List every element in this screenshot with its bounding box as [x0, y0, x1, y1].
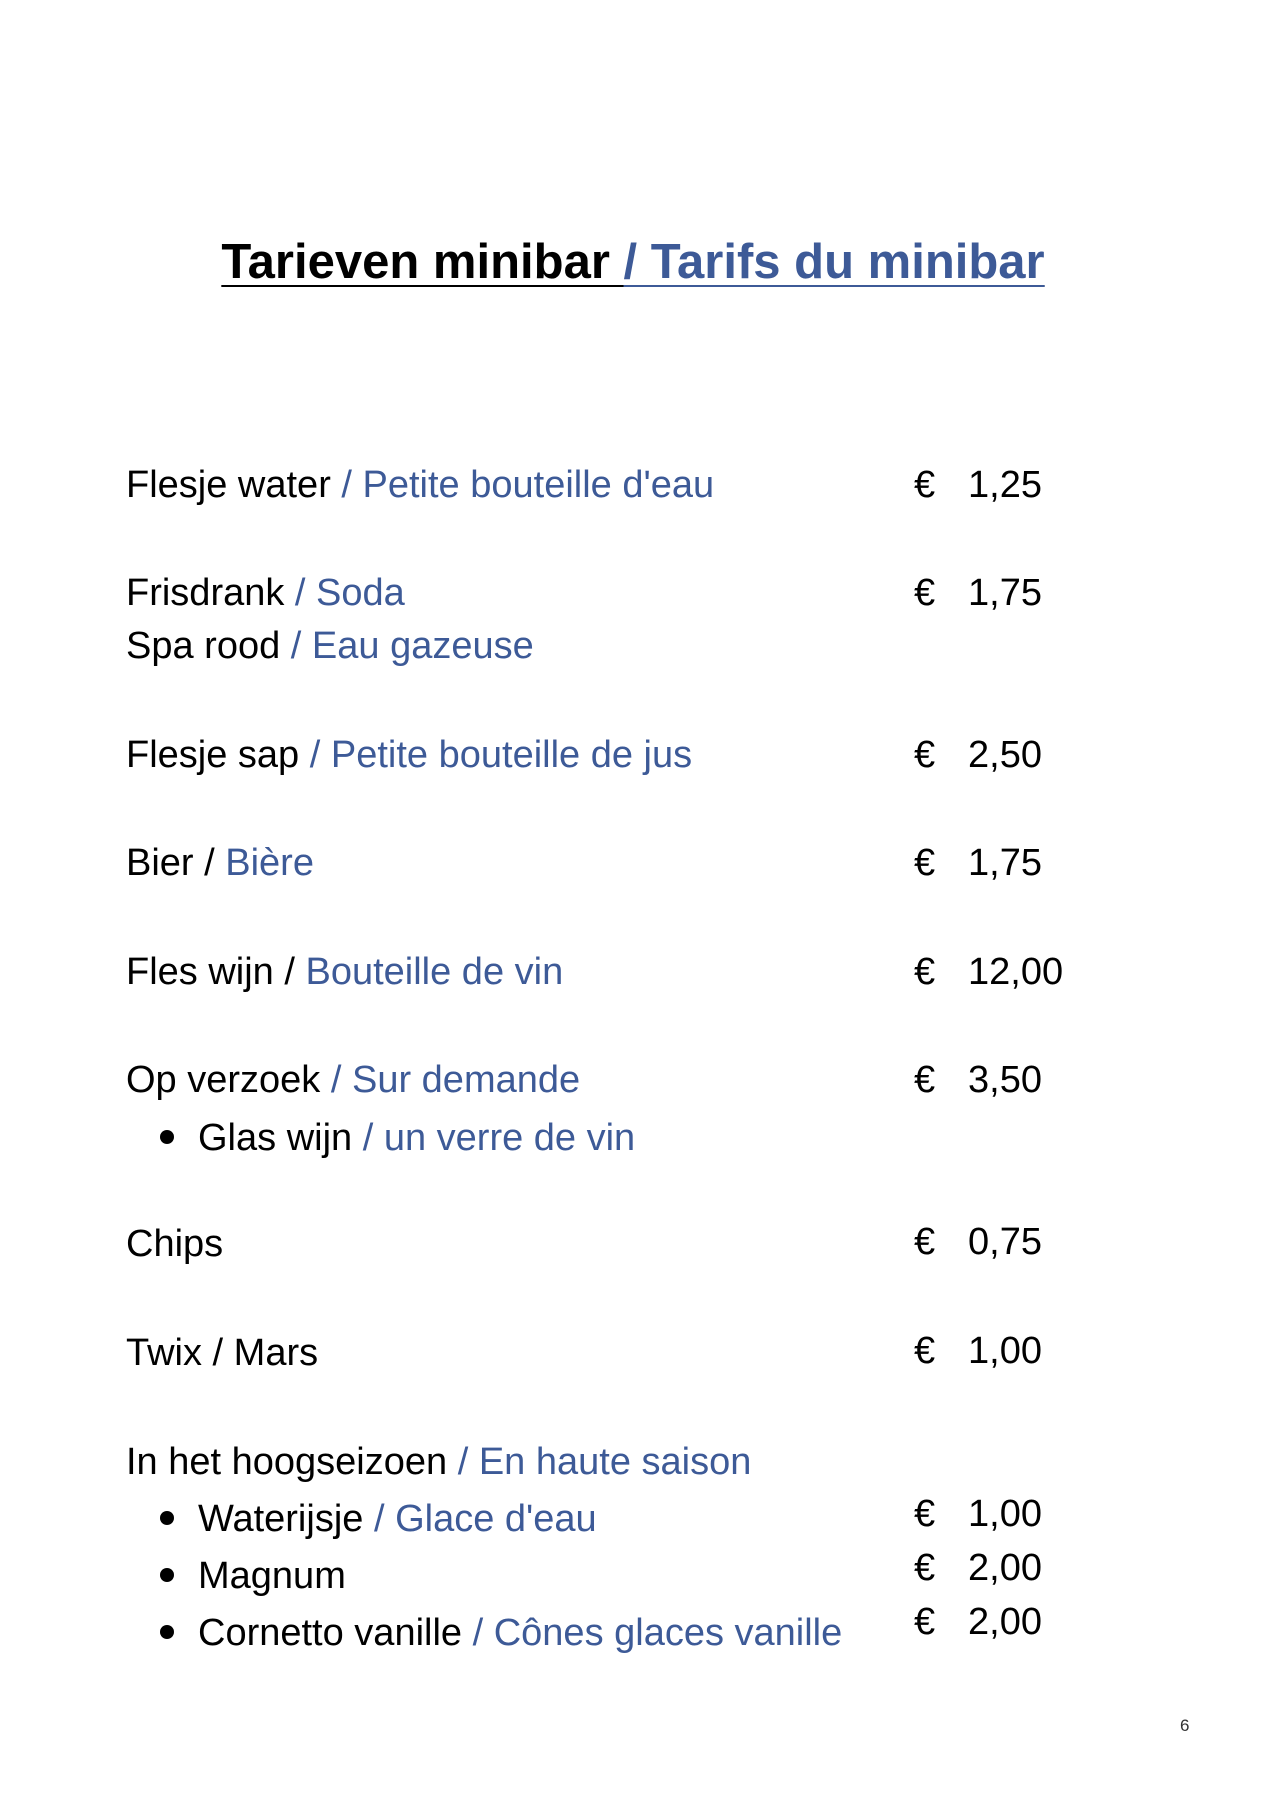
price-bier [914, 839, 1042, 887]
price-value: 0,75 [968, 1221, 1042, 1263]
item-label-nl: Magnum [198, 1555, 346, 1597]
price-value: 1,75 [968, 842, 1042, 884]
item-label-fr: / Petite bouteille d'eau [330, 464, 715, 506]
item-label-nl: In het hoogseizoen [126, 1441, 448, 1483]
item-label-fr: / un verre de vin [352, 1117, 636, 1159]
price-value: 3,50 [968, 1059, 1042, 1101]
price-value: 2,50 [968, 734, 1042, 776]
item-label-nl: Fles wijn / [126, 951, 306, 993]
euro-symbol: € [914, 1221, 936, 1263]
item-waterijsje [160, 1495, 597, 1543]
item-label-nl: Flesje sap [126, 734, 300, 776]
bullet-icon [160, 1511, 174, 1525]
euro-symbol: € [914, 734, 936, 776]
price-value: 1,00 [968, 1330, 1042, 1372]
item-label-nl: Op verzoek [126, 1059, 321, 1101]
price-twix-mars [914, 1327, 1042, 1375]
item-cornetto [160, 1609, 842, 1657]
item-label-nl: Glas wijn [198, 1117, 353, 1159]
euro-symbol: € [914, 1059, 936, 1101]
title-dutch: Tarieven minibar [221, 235, 624, 289]
euro-symbol: € [914, 1330, 936, 1372]
price-value: 2,00 [968, 1547, 1042, 1589]
item-label-nl: Twix / Mars [126, 1332, 319, 1374]
item-label-fr: / Cônes glaces vanille [462, 1612, 843, 1654]
item-label-nl: Spa rood [126, 625, 281, 667]
item-label-fr: / Eau gazeuse [280, 625, 534, 667]
euro-symbol: € [914, 464, 936, 506]
price-cornetto [914, 1598, 1042, 1646]
euro-symbol: € [914, 842, 936, 884]
price-magnum [914, 1544, 1042, 1592]
price-waterijsje [914, 1490, 1042, 1538]
title-french: / Tarifs du minibar [623, 235, 1045, 289]
price-value: 1,75 [968, 572, 1042, 614]
price-value: 12,00 [968, 951, 1064, 993]
bullet-icon [160, 1130, 174, 1144]
item-glas-wijn [160, 1114, 635, 1162]
item-label-nl: Flesje water [126, 464, 331, 506]
item-label-fr: / Sur demande [320, 1059, 581, 1101]
item-label-fr: Bière [225, 842, 314, 884]
price-value: 1,25 [968, 464, 1042, 506]
item-op-verzoek [126, 1056, 580, 1104]
price-chips [914, 1218, 1042, 1266]
item-frisdrank [126, 569, 405, 617]
item-label-nl: Cornetto vanille [198, 1612, 463, 1654]
bullet-icon [160, 1625, 174, 1639]
price-op-verzoek [914, 1056, 1042, 1104]
item-spa-rood [126, 622, 534, 670]
item-hoogseizoen [126, 1438, 751, 1486]
price-frisdrank [914, 569, 1042, 617]
euro-symbol: € [914, 1601, 936, 1643]
euro-symbol: € [914, 951, 936, 993]
bullet-icon [160, 1568, 174, 1582]
item-label-nl: Frisdrank [126, 572, 285, 614]
price-value: 2,00 [968, 1601, 1042, 1643]
item-flesje-water [126, 461, 714, 509]
price-fles-wijn [914, 948, 1063, 996]
price-flesje-water [914, 461, 1042, 509]
price-value: 1,00 [968, 1493, 1042, 1535]
page-title [0, 232, 1266, 292]
euro-symbol: € [914, 572, 936, 614]
item-label-nl: Waterijsje [198, 1498, 364, 1540]
page-number: 6 [1180, 1716, 1190, 1735]
euro-symbol: € [914, 1493, 936, 1535]
item-flesje-sap [126, 731, 692, 779]
item-label-fr: / Petite bouteille de jus [299, 734, 693, 776]
item-twix-mars [126, 1329, 318, 1377]
price-flesje-sap [914, 731, 1042, 779]
item-label-fr: Bouteille de vin [305, 951, 564, 993]
item-label-fr: / En haute saison [447, 1441, 752, 1483]
item-label-fr: / Soda [284, 572, 405, 614]
euro-symbol: € [914, 1547, 936, 1589]
item-label-fr: / Glace d'eau [363, 1498, 597, 1540]
item-label-nl: Bier / [126, 842, 226, 884]
item-bier [126, 839, 314, 887]
item-magnum [160, 1552, 346, 1600]
item-fles-wijn [126, 948, 563, 996]
item-chips [126, 1220, 223, 1268]
item-label-nl: Chips [126, 1223, 224, 1265]
